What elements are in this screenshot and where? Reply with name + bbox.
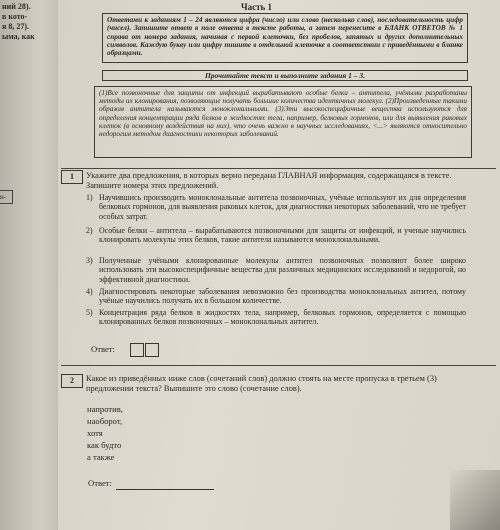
question-number-2: 2 [61,374,83,388]
word-option: как будто [87,440,122,450]
question-1-option [86,256,466,284]
word-option: напротив, [87,404,123,414]
left-page-line: ний 28). [2,2,31,11]
option-number: 3) [86,256,93,265]
question-1-prompt: Укажите два предложения, в которых верно передана ГЛАВНАЯ информация, содержащаяся в тексте. Запишите номера этих предложений. [86,171,452,190]
page-shadow [450,470,500,530]
read-text-banner: Прочитайте текст и выполните задания 1 – 3. [102,70,468,81]
left-page-line: я 8, 27). [2,22,29,31]
option-text: Концентрация ряда белков в жидкостях тела, например, белковых гормонов, определяется с помощью клонированных белков позвоночных – моноклональных антител. [99,308,466,327]
option-number: 5) [86,308,93,317]
question-divider [61,365,496,366]
question-1-option [86,193,466,221]
option-number: 1) [86,193,93,202]
word-option: а также [87,452,115,462]
option-number: 2) [86,226,93,235]
left-page-line: в кото- [2,12,28,21]
answer-line[interactable] [116,488,214,490]
left-page-line: ыма, как [2,32,35,41]
question-1-option [86,308,466,327]
answer-label: Ответ: [88,478,112,488]
option-text: Диагностировать некоторые заболевания невозможно без производства моноклональных антител, потому учёные научились получать их в большом количестве. [99,287,466,306]
question-1-option [86,287,466,306]
option-number: 4) [86,287,93,296]
word-option: наоборот, [87,416,123,426]
question-1-option [86,226,466,245]
instructions-box: Ответами к заданиям 1 – 24 являются цифра (число) или слово (несколько слов), последовательность цифр (чисел). Запишите ответ в поле ответа в тексте работы, а затем перенесите в БЛАНК ОТВЕТОВ № 1 справа от номера задания, начиная с первой клеточки, без пробелов, запятых и других дополнительных символов. Каждую букву или цифру пишите в отдельной клеточке в соответствии с приведёнными в бланке образцами. [102,13,468,63]
part-title: Часть 1 [241,2,273,12]
option-text: Научившись производить моноклональные антитела позвоночных, учёные используют их для определения белковых гормонов, для выявления раковых клеток, для диагностики некоторых заболеваний, что не требует особых затрат. [99,193,466,221]
answer-cell[interactable] [130,343,144,357]
question-2-prompt: Какое из приведённых ниже слов (сочетаний слов) должно стоять на месте пропуска в третьем (3) предложении текста? Выпишите это слово (сочетание слов). [86,374,437,393]
left-page-box: н- [0,190,13,204]
option-text: Особые белки – антитела – вырабатываются позвоночными для защиты от инфекций, и ученые научились клонировать молекулы этих белков, такие антитела называются моноклональными. [99,226,466,245]
exam-page [58,0,500,530]
left-page-edge [0,0,58,530]
question-divider [61,168,496,169]
answer-cell[interactable] [145,343,159,357]
word-option: хотя [87,428,103,438]
option-text: Полученные учёными клонированные молекулы антител позвоночных позволяют более широко использовать эти высокоспецифичные вещества для различных медицинских исследований и недорогой, но эффективной диагностики. [99,256,466,284]
question-number-1: 1 [61,170,83,184]
reading-text: (1)Все позвоночные для защиты от инфекций вырабатывают особые белки – антитела, учёными разработаны методы их клонирования, позволяющие получать большие количества идентичных молекул. (2)Произведенные такими образом антитела называются моноклональными. (3)Эти высокоспецифичные вещества используются для определения концентрации ряда белков в жидкостях тела, например, белковых гормонов, или для выявления раковых клеток (в основному воздействия на них), что очень важно в научных исследованиях, <...> являются относительно недорогим методом диагностики некоторых заболеваний. [94,86,472,158]
answer-label: Ответ: [91,344,115,354]
